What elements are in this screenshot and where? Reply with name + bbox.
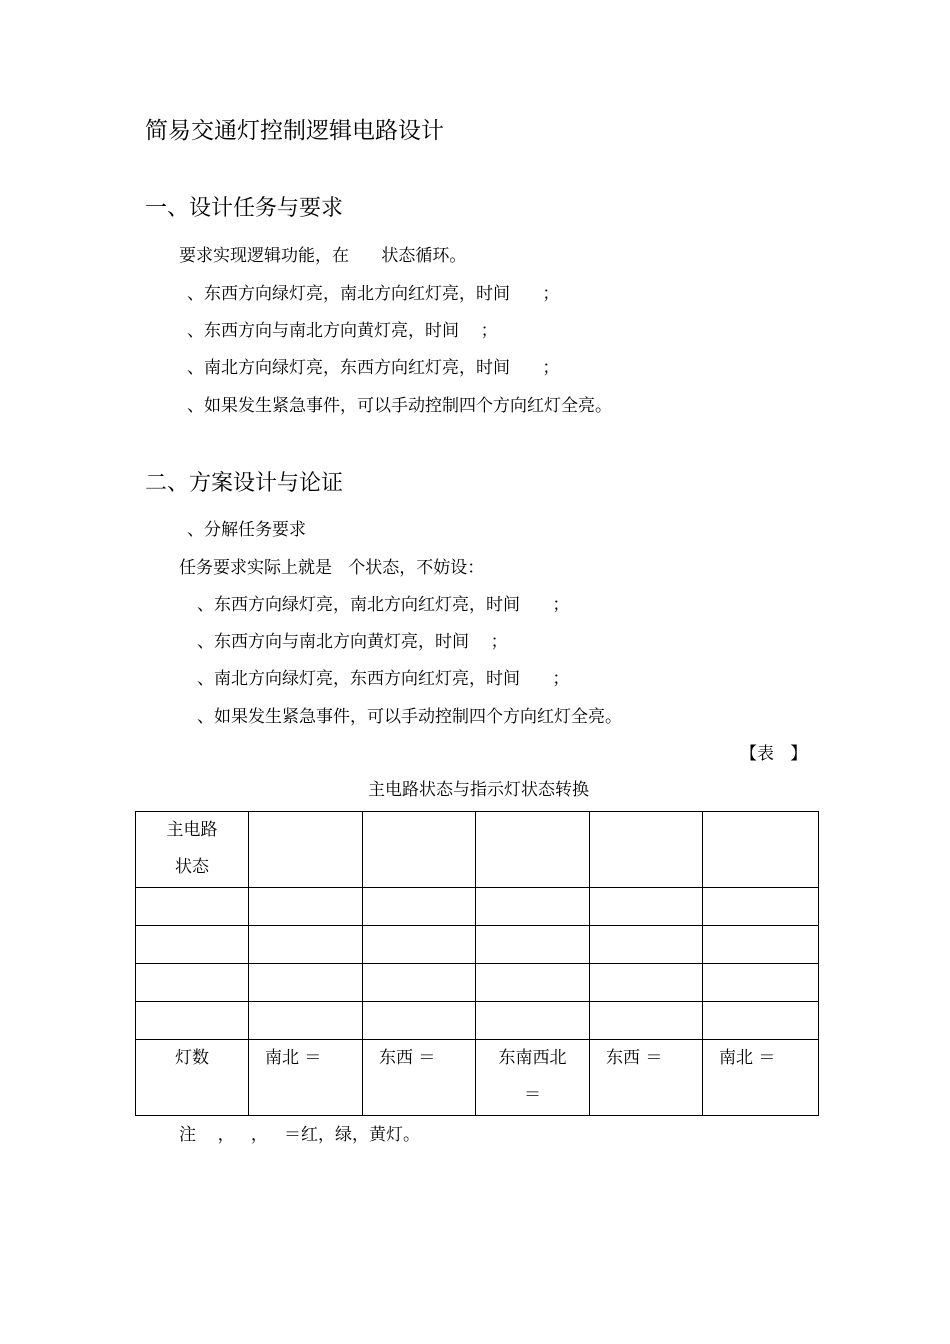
header-cell <box>136 812 249 888</box>
section1-item: 、如果发生紧急事件，可以手动控制四个方向红灯全亮。 <box>187 396 612 416</box>
lamp-row-label: 灯数 <box>136 1040 249 1116</box>
table-row <box>136 964 819 1002</box>
section1-intro: 要求实现逻辑功能，在 状态循环。 <box>179 246 467 266</box>
section2-item: 、东西方向与南北方向黄灯亮，时间 ； <box>197 632 508 652</box>
table-cell <box>136 926 249 964</box>
lamp-cell-line: ＝ <box>524 1085 541 1105</box>
section-heading-2: 二、方案设计与论证 <box>145 471 344 496</box>
table-cell <box>136 888 249 926</box>
table-row <box>136 1002 819 1040</box>
table-cell <box>476 926 590 964</box>
table-cell <box>590 926 703 964</box>
lamp-cell <box>476 1040 590 1116</box>
lamp-count-row <box>136 1040 819 1116</box>
header-line: 主电路 <box>166 820 218 840</box>
lamp-cell: 东西 ＝ <box>363 1040 476 1116</box>
lamp-cell: 南北 ＝ <box>703 1040 819 1116</box>
table-cell <box>136 1002 249 1040</box>
table-header-row <box>136 812 819 888</box>
lamp-cell: 东西 ＝ <box>590 1040 703 1116</box>
table-caption: 主电路状态与指示灯状态转换 <box>368 780 589 800</box>
table-cell <box>363 812 476 888</box>
table-cell <box>363 1002 476 1040</box>
table-cell <box>703 926 819 964</box>
table-cell <box>703 888 819 926</box>
section2-item: 、东西方向绿灯亮，南北方向红灯亮，时间 ； <box>197 595 570 615</box>
section2-item: 、南北方向绿灯亮，东西方向红灯亮，时间 ； <box>197 669 570 689</box>
table-cell <box>590 964 703 1002</box>
table-cell <box>249 888 363 926</box>
table-cell <box>249 1002 363 1040</box>
table-cell <box>590 812 703 888</box>
table-cell <box>476 812 590 888</box>
table-cell <box>476 888 590 926</box>
table-label: 【表 】 <box>740 744 808 764</box>
section1-item: 、南北方向绿灯亮，东西方向红灯亮，时间 ； <box>187 358 560 378</box>
table-cell <box>703 964 819 1002</box>
state-table <box>135 811 819 1116</box>
table-cell <box>136 964 249 1002</box>
table-cell <box>703 1002 819 1040</box>
table-cell <box>703 812 819 888</box>
table-cell <box>476 964 590 1002</box>
lamp-cell: 南北 ＝ <box>249 1040 363 1116</box>
section-heading-1: 一、设计任务与要求 <box>145 196 344 221</box>
lamp-cell-line: 东南西北 <box>498 1048 567 1068</box>
section1-item: 、东西方向与南北方向黄灯亮，时间 ； <box>187 321 498 341</box>
section2-item: 、如果发生紧急事件，可以手动控制四个方向红灯全亮。 <box>197 707 622 727</box>
table-cell <box>249 964 363 1002</box>
table-row <box>136 888 819 926</box>
section2-subheading: 、分解任务要求 <box>187 520 306 540</box>
table-cell <box>363 926 476 964</box>
table-note: 注 ， ， ＝红，绿，黄灯。 <box>179 1125 421 1145</box>
section2-intro: 任务要求实际上就是 个状态，不妨设： <box>179 558 485 578</box>
table-cell <box>249 812 363 888</box>
page-title: 简易交通灯控制逻辑电路设计 <box>145 118 444 144</box>
table-cell <box>590 1002 703 1040</box>
section1-item: 、东西方向绿灯亮，南北方向红灯亮，时间 ； <box>187 284 560 304</box>
table-cell <box>363 964 476 1002</box>
table-cell <box>249 926 363 964</box>
table-cell <box>590 888 703 926</box>
table-cell <box>363 888 476 926</box>
table-cell <box>476 1002 590 1040</box>
table-row <box>136 926 819 964</box>
header-line: 状态 <box>175 857 209 877</box>
